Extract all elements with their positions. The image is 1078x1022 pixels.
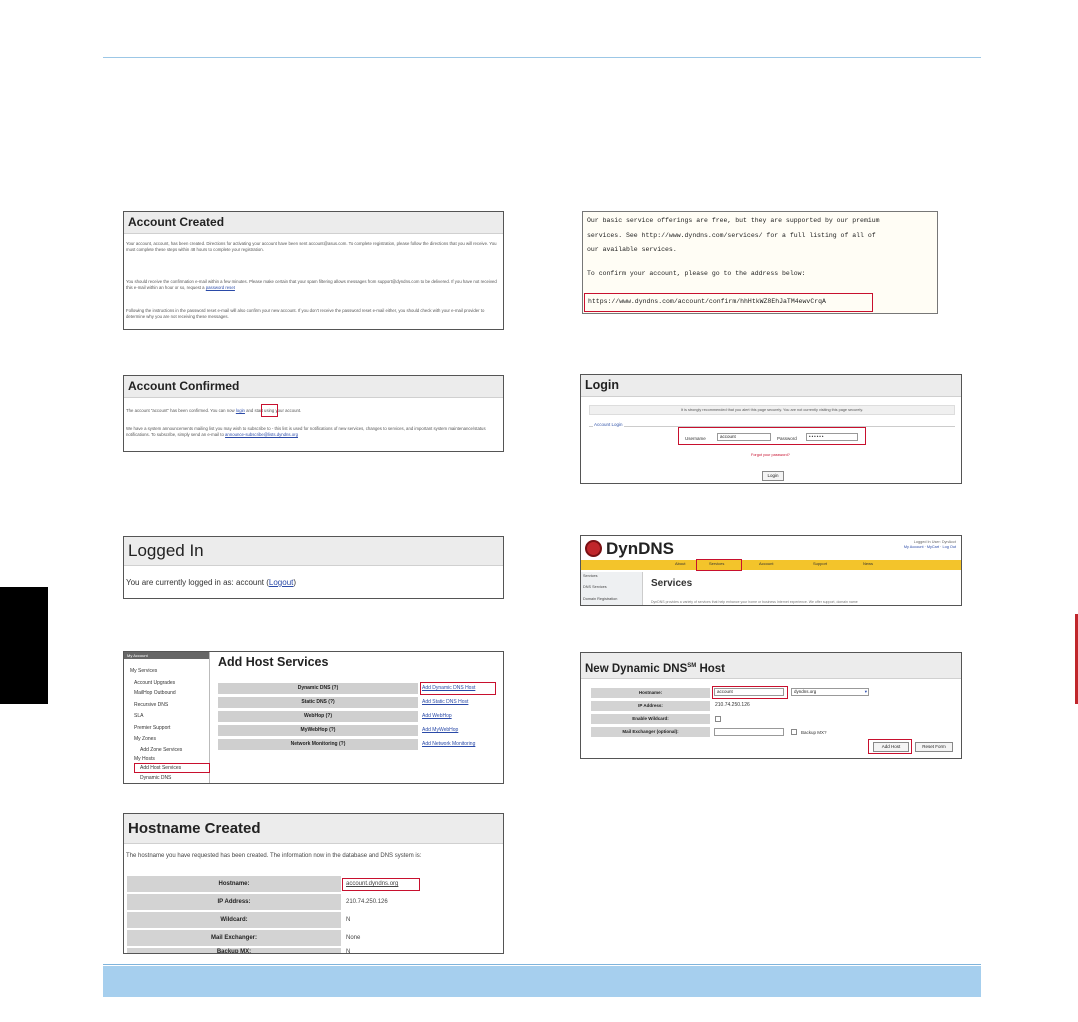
password-label: Password (777, 436, 797, 441)
confirm-url-link[interactable]: https://www.dyndns.com/account/confirm/hhHtkWZ8EhJaTM4ewvCrqA (588, 298, 826, 305)
nav-services[interactable]: Services (709, 561, 725, 566)
host-row-mywebhop: MyWebHop (?) (218, 725, 418, 736)
ip-address-label: IP Address: (591, 701, 710, 711)
password-reset-link[interactable]: password reset (205, 285, 235, 291)
logged-in-title: Logged In (124, 537, 503, 566)
secure-notice: It is strongly recommended that you alert this page securely. You are not currently visiting this page securely. (589, 405, 955, 415)
account-login-legend: Account Login (594, 422, 623, 427)
forgot-password-link[interactable]: Forgot your password? (751, 453, 790, 457)
my-account-label: My Account (124, 652, 209, 659)
menu-my-hosts[interactable]: My Hosts (134, 756, 155, 762)
logout-link[interactable]: Logout (268, 578, 294, 587)
wildcard-checkbox[interactable] (715, 716, 721, 722)
menu-sla[interactable]: SLA (134, 713, 144, 719)
confirm-url-highlight (584, 293, 873, 312)
backup-mx-checkbox[interactable] (791, 729, 797, 735)
wildcard-result: N (346, 917, 351, 923)
add-host-services-screenshot (123, 651, 504, 784)
section-tab (0, 587, 48, 704)
sidebar-item-domain-registration[interactable]: Domain Registration (583, 597, 618, 601)
services-nav-highlight (696, 559, 742, 571)
account-created-text-3: Following the instructions in the password reset e-mail will also confirm your new account. If you don't receive the password reset e-mail either, you should check with your e-mail provider to determine why you are not receiving these messages. (126, 308, 485, 320)
services-heading: Services (651, 578, 693, 589)
new-host-title: New Dynamic DNS℠ Host (581, 653, 961, 679)
backup-mx-label: Backup MX? (801, 730, 827, 735)
menu-add-zone-services[interactable]: Add Zone Services (140, 747, 183, 753)
announce-subscribe-link[interactable]: announce-subscribe@lists.dyndns.org (225, 432, 298, 438)
account-created-text-2: You should receive the confirmation e-mail within a few minutes. Please make certain that your spam filtering allows messages from support@dyndns.com to be delivered. If you have not received this e-mail within an hour or so, request a password reset (126, 279, 497, 291)
login-button[interactable]: Login (762, 471, 784, 481)
menu-my-services[interactable]: My Services (130, 668, 158, 674)
credentials-highlight (678, 427, 866, 445)
logged-in-user-text: Logged In User: DynAcct (913, 540, 956, 544)
mail-exchanger-key: Mail Exchanger: (127, 930, 341, 946)
add-network-monitoring-link[interactable]: Add Network Monitoring (422, 741, 476, 747)
account-confirmed-text-1: The account "account" has been confirmed. You can now login and start using your account. (126, 408, 302, 413)
services-description: DynDNS provides a variety of services that help enhance your home or business Internet experience. We offer support, domain name (651, 600, 858, 604)
hostname-label: Hostname: (591, 688, 710, 698)
account-created-title: Account Created (124, 212, 503, 234)
login-link[interactable]: login (235, 408, 245, 413)
hostname-highlight (712, 686, 788, 699)
ip-address-result: 210.74.250.126 (346, 899, 388, 905)
host-row-network-monitoring: Network Monitoring (?) (218, 739, 418, 750)
password-input[interactable]: •••••• (806, 433, 858, 441)
footer-bar (103, 966, 981, 997)
account-confirmed-text-2: We have a system announcements mailing list you may wish to subscribe to - this list is used for notifications of new services, changes to services, and important system maintenance/status notifications. To subscribe, simply send an e-mail to announce-subscribe@lists.dyndns.org (126, 426, 486, 438)
logged-in-screenshot (123, 536, 504, 599)
dyndns-globe-icon (585, 540, 602, 557)
email-line-2: services. See http://www.dyndns.com/services/ for a full listing of all of (587, 232, 876, 239)
nav-about[interactable]: About (675, 561, 686, 566)
login-screenshot (580, 374, 962, 484)
top-rule (103, 57, 981, 58)
logged-in-text: You are currently logged in as: account (Logout) (126, 578, 297, 587)
add-dynamic-dns-highlight (420, 682, 496, 695)
menu-add-host-services[interactable]: Add Host Services (140, 765, 182, 771)
hostname-value-link[interactable]: account.dyndns.org (346, 881, 399, 887)
host-row-dynamic-dns: Dynamic DNS (?) (218, 683, 418, 694)
mail-exchanger-input[interactable] (714, 728, 784, 736)
account-links[interactable]: My Account · MyCart · Log Out (903, 545, 956, 549)
sidebar-item-services[interactable]: Services (583, 574, 598, 578)
account-created-screenshot (123, 211, 504, 330)
hostname-created-title: Hostname Created (124, 814, 503, 844)
reset-form-button[interactable]: Reset Form (915, 742, 953, 752)
menu-mailhop-outbound[interactable]: MailHop Outbound (134, 690, 176, 696)
menu-recursive-dns[interactable]: Recursive DNS (134, 702, 169, 708)
host-row-static-dns: Static DNS (?) (218, 697, 418, 708)
backup-mx-result: N (346, 949, 351, 954)
chevron-down-icon: ▾ (864, 689, 867, 694)
add-webhop-link[interactable]: Add WebHop (422, 713, 452, 719)
add-static-dns-link[interactable]: Add Static DNS Host (422, 699, 469, 705)
account-created-text-1: Your account, account, has been created. Directions for activating your account have been sent account@asus.com. To complete registration, please follow the directions that you will receive. You must complete these steps within 48 hours to complete your registration. (126, 241, 497, 253)
ip-address-key: IP Address: (127, 894, 341, 910)
hostname-value-highlight (342, 878, 420, 891)
hostname-created-screenshot (123, 813, 504, 954)
enable-wildcard-label: Enable Wildcard: (591, 714, 710, 724)
sidebar-item-dns-services[interactable]: DNS Services (583, 585, 607, 589)
login-link-highlight (261, 404, 278, 417)
bottom-rule (103, 964, 981, 965)
account-confirmed-screenshot (123, 375, 504, 452)
add-dynamic-dns-link[interactable]: Add Dynamic DNS Host (422, 685, 476, 691)
hostname-key: Hostname: (127, 876, 341, 892)
menu-account-upgrades[interactable]: Account Upgrades (134, 680, 176, 686)
domain-select[interactable]: dyndns.org ▾ (791, 688, 869, 696)
menu-dynamic-dns[interactable]: Dynamic DNS (140, 775, 172, 781)
account-confirmed-title: Account Confirmed (124, 376, 503, 398)
wildcard-key: Wildcard: (127, 912, 341, 928)
add-host-services-highlight (134, 763, 210, 773)
hostname-created-text: The hostname you have requested has been created. The information now in the database and DNS system is: (126, 853, 422, 859)
nav-support[interactable]: Support (813, 561, 828, 566)
email-line-3: our available services. (587, 246, 677, 253)
ip-address-value: 210.74.250.126 (715, 702, 750, 708)
backup-mx-key: Backup MX: (127, 948, 341, 954)
email-line-4: To confirm your account, please go to the address below: (587, 270, 806, 277)
menu-premier-support[interactable]: Premier Support (134, 725, 171, 731)
username-input[interactable]: account (717, 433, 771, 441)
add-host-button[interactable]: Add Host (873, 742, 909, 752)
host-row-webhop: WebHop (?) (218, 711, 418, 722)
login-title: Login (581, 375, 961, 397)
hostname-input[interactable]: account (714, 688, 784, 696)
mail-exchanger-result: None (346, 935, 361, 941)
email-line-1: Our basic service offerings are free, but they are supported by our premium (587, 217, 880, 224)
dyndns-logo: DynDNS (606, 539, 675, 558)
add-host-highlight (868, 739, 912, 754)
confirmation-email-screenshot (582, 211, 938, 314)
nav-news[interactable]: News (863, 561, 874, 566)
mail-exchanger-label: Mail Exchanger (optional): (591, 727, 710, 737)
add-mywebhop-link[interactable]: Add MyWebHop (422, 727, 459, 733)
menu-my-zones[interactable]: My Zones (134, 736, 156, 742)
nav-account[interactable]: Account (759, 561, 774, 566)
username-label: Username (685, 436, 706, 441)
new-dynamic-dns-host-screenshot (580, 652, 962, 759)
dyndns-services-screenshot (580, 535, 962, 606)
add-host-services-title: Add Host Services (218, 655, 329, 669)
